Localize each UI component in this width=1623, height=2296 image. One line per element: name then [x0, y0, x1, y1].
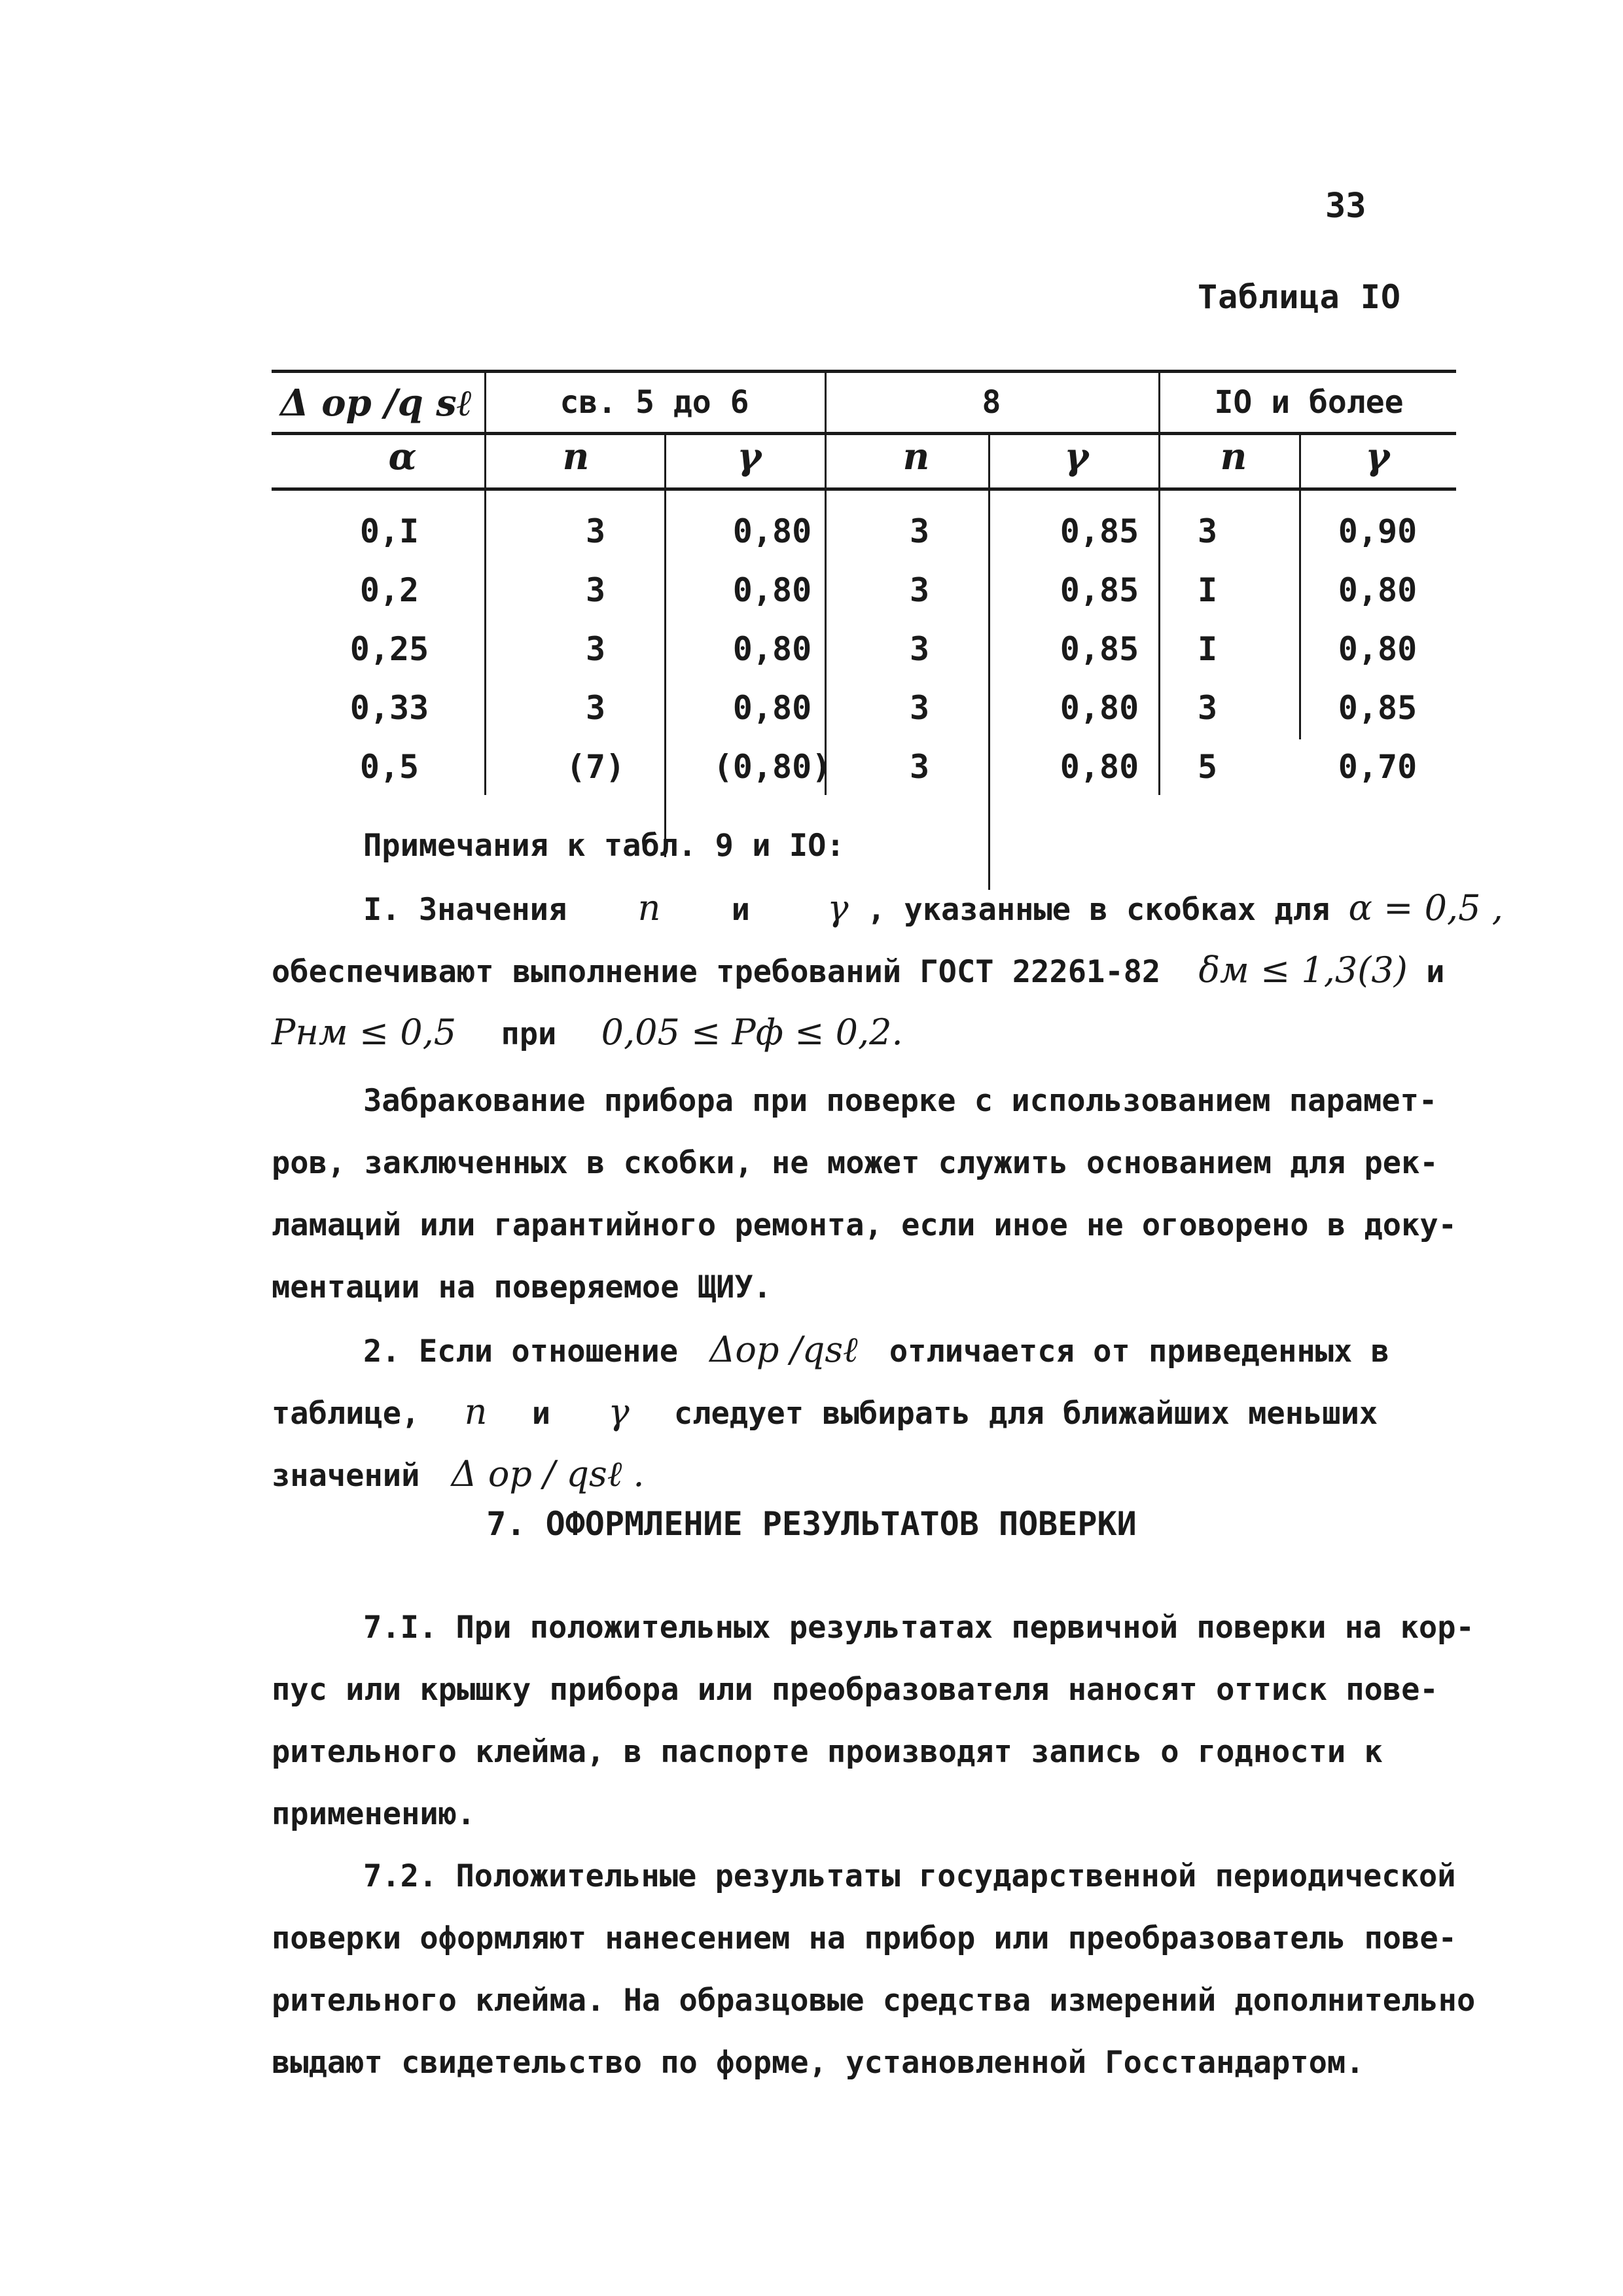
cell-n: 3	[909, 748, 930, 786]
table-divider	[1158, 370, 1160, 795]
paragraph-line: применению.	[272, 1796, 476, 1832]
cell-gamma: 0,85	[1060, 630, 1139, 668]
paragraph-line: Забракование прибора при поверке с использованием парамет-	[363, 1083, 1438, 1119]
note-2-line-2	[272, 1381, 1469, 1445]
paragraph-line: поверки оформляют нанесением на прибор или преобразователь пове-	[272, 1920, 1457, 1956]
cell-gamma: 0,80	[732, 630, 812, 668]
formula-pnm: Pнм ≤ 0,5	[272, 1012, 457, 1053]
header-n: n	[1220, 435, 1247, 478]
page-number: 33	[1325, 186, 1366, 226]
note-text: и	[531, 1396, 551, 1432]
table-divider	[1299, 432, 1301, 739]
cell-n: 3	[585, 630, 606, 668]
table-divider	[825, 370, 827, 795]
note-text: обеспечивают выполнение требований ГОСТ 22261-82	[272, 954, 1161, 990]
cell-alpha: 0,25	[349, 630, 429, 668]
cell-n: 3	[585, 689, 606, 727]
paragraph-line: ментации на поверяемое ЩИУ.	[272, 1269, 772, 1305]
section-heading: 7. ОФОРМЛЕНИЕ РЕЗУЛЬТАТОВ ПОВЕРКИ	[486, 1505, 1137, 1543]
paragraph-line: 7.I. При положительных результатах первичной поверки на кор-	[363, 1610, 1474, 1646]
note-text: таблице,	[272, 1396, 420, 1432]
cell-gamma: 0,70	[1338, 748, 1418, 786]
data-table	[272, 370, 1456, 828]
symbol-gamma: γ	[827, 887, 849, 928]
header-group-5-6: св. 5 до 6	[560, 384, 749, 421]
note-text: отличается от приведенных в	[889, 1333, 1389, 1369]
header-gamma: γ	[737, 435, 762, 478]
table-header-rule	[272, 432, 1456, 435]
cell-gamma: 0,80	[1060, 689, 1139, 727]
formula-alpha: α = 0,5 ,	[1348, 887, 1503, 928]
cell-gamma: 0,85	[1338, 689, 1418, 727]
note-text: и	[731, 892, 750, 928]
cell-n: 3	[1197, 512, 1218, 550]
header-ratio: Δ op /q sℓ	[280, 381, 473, 425]
symbol-n: n	[637, 887, 661, 928]
paragraph-line: рительного клейма. На образцовые средства измерений дополнительно	[272, 1983, 1476, 2019]
paragraph-line: выдают свидетельство по форме, установленной Госстандартом.	[272, 2045, 1364, 2081]
table-top-rule	[272, 370, 1456, 373]
header-n: n	[562, 435, 590, 478]
cell-alpha: 0,2	[359, 571, 419, 609]
paragraph-line: рительного клейма, в паспорте производят запись о годности к	[272, 1734, 1383, 1770]
cell-alpha: 0,33	[349, 689, 429, 727]
table-title: Таблица IO	[1198, 278, 1402, 316]
table-divider	[664, 432, 666, 857]
cell-gamma: 0,85	[1060, 571, 1139, 609]
header-alpha: α	[388, 435, 417, 478]
symbol-n: n	[464, 1391, 488, 1432]
cell-gamma: 0,80	[1338, 630, 1418, 668]
cell-gamma: 0,80	[732, 689, 812, 727]
note-text: 2. Если отношение	[363, 1333, 679, 1369]
note-1-line-2	[272, 939, 1469, 1003]
formula-ratio: Δ op / qsℓ .	[451, 1453, 645, 1494]
cell-n: I	[1197, 571, 1218, 609]
table-subheader-rule	[272, 487, 1456, 491]
cell-n: 3	[585, 512, 606, 550]
note-2-line-3	[272, 1443, 1469, 1507]
header-group-8: 8	[982, 384, 1001, 421]
cell-n: 3	[585, 571, 606, 609]
note-text: , указанные в скобках для	[866, 892, 1330, 928]
cell-gamma: 0,80	[1338, 571, 1418, 609]
cell-n: I	[1197, 630, 1218, 668]
header-n: n	[902, 435, 930, 478]
header-group-10: IO и более	[1214, 384, 1404, 421]
cell-n: 3	[1197, 689, 1218, 727]
paragraph-line: ламаций или гарантийного ремонта, если иное не оговорено в доку-	[272, 1207, 1457, 1243]
table-divider	[484, 370, 486, 795]
note-text: при	[501, 1016, 557, 1052]
cell-gamma: 0,90	[1338, 512, 1418, 550]
cell-gamma: 0,80	[1060, 748, 1139, 786]
cell-gamma: 0,80	[732, 571, 812, 609]
note-text: значений	[272, 1458, 420, 1494]
cell-gamma: (0,80)	[713, 748, 832, 786]
header-gamma: γ	[1064, 435, 1089, 478]
cell-n: 3	[909, 571, 930, 609]
note-1-line-3	[272, 1001, 1469, 1065]
note-text: и	[1426, 954, 1445, 990]
paragraph-line: пус или крышку прибора или преобразователя наносят оттиск пове-	[272, 1672, 1438, 1708]
note-1-line-1	[272, 877, 1503, 941]
cell-gamma: 0,85	[1060, 512, 1139, 550]
cell-n: 3	[909, 630, 930, 668]
formula-delta: δм ≤ 1,3(3)	[1198, 949, 1408, 991]
paragraph-line: 7.2. Положительные результаты государственной периодической	[363, 1858, 1456, 1894]
formula-ratio: Δop /qsℓ	[709, 1329, 858, 1370]
header-gamma: γ	[1365, 435, 1390, 478]
note-text: I. Значения	[363, 892, 567, 928]
paragraph-line: ров, заключенных в скобки, не может служить основанием для рек-	[272, 1145, 1438, 1181]
notes-title: Примечания к табл. 9 и IO:	[363, 828, 845, 864]
note-text: следует выбирать для ближайших меньших	[673, 1396, 1378, 1432]
symbol-gamma: γ	[608, 1391, 630, 1432]
cell-gamma: 0,80	[732, 512, 812, 550]
cell-alpha: 0,I	[359, 512, 419, 550]
cell-alpha: 0,5	[359, 748, 419, 786]
formula-range: 0,05 ≤ Pф ≤ 0,2.	[601, 1012, 903, 1053]
note-2-line-1	[272, 1318, 1469, 1383]
cell-n: (7)	[565, 748, 626, 786]
cell-n: 3	[909, 689, 930, 727]
cell-n: 3	[909, 512, 930, 550]
cell-n: 5	[1197, 748, 1218, 786]
